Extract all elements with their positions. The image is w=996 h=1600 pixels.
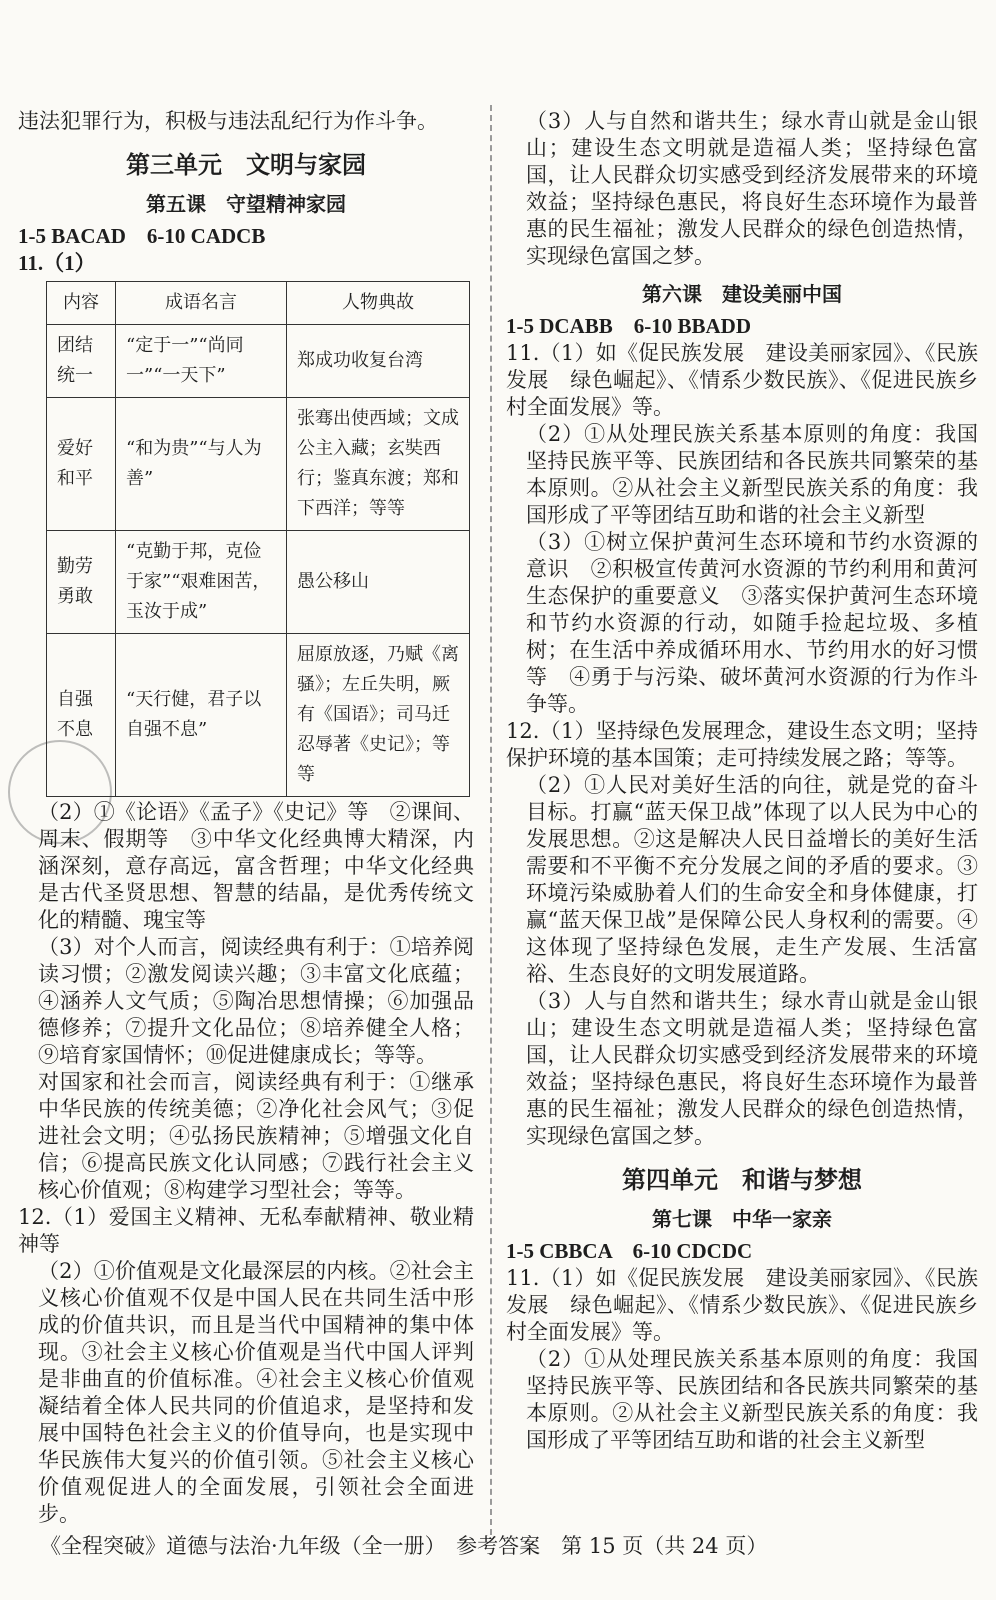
paragraph: 11.（1）如《促民族发展 建设美丽家园》、《民族发展 绿色崛起》、《情系少数民族》、《促进民族乡村全面发展》等。	[506, 1266, 978, 1344]
paragraph: 对国家和社会而言，阅读经典有利于：①继承中华民族的传统美德；②净化社会风气；③促进社会文明；④弘扬民族精神；⑤增强文化自信；⑥提高民族文化认同感；⑦践行社会主义核心价值观；⑧构建学习型社会；等等。	[38, 1070, 474, 1202]
table-row	[47, 398, 470, 531]
table-cell: “和为贵”“与人为善”	[116, 398, 287, 531]
table-cell: 屈原放逐，乃赋《离骚》；左丘失明，厥有《国语》；司马迁忍辱著《史记》；等等	[287, 634, 470, 797]
paragraph: （2）①从处理民族关系基本原则的角度：我国坚持民族平等、民族团结和各民族共同繁荣的基本原则。②从社会主义新型民族关系的角度：我国形成了平等团结互助和谐的社会主义新型	[526, 422, 978, 527]
left-column	[18, 108, 474, 1528]
paragraph: （2）①价值观是文化最深层的内核。②社会主义核心价值观不仅是中国人民在共同生活中形成的价值共识，而且是当代中国精神的集中体现。③社会主义核心价值观是当代中国人评判是非曲直的价值标准。④社会主义核心价值观凝结着全体人民共同的价值追求，是坚持和发展中国特色社会主义的价值导向，也是实现中华民族伟大复兴的价值引领。⑤社会主义核心价值观促进人的全面发展，引领社会全面进步。	[38, 1259, 474, 1526]
table-cell: 郑成功收复台湾	[287, 325, 470, 398]
column-divider	[490, 105, 492, 1535]
table-row	[47, 325, 470, 398]
page-footer: 《全程突破》道德与法治·九年级（全一册） 参考答案 第 15 页（共 24 页）	[40, 1534, 768, 1558]
table-cell: “天行健，君子以自强不息”	[116, 634, 287, 797]
table-cell: 张骞出使西域；文成公主入藏；玄奘西行；鉴真东渡；郑和下西洋；等等	[287, 398, 470, 531]
table-cell: 愚公移山	[287, 531, 470, 634]
table-cell: “定于一”“尚同一”“一天下”	[116, 325, 287, 398]
unit-heading: 第四单元 和谐与梦想	[622, 1166, 862, 1194]
paragraph: （3）①树立保护黄河生态环境和节约水资源的意识 ②积极宣传黄河水资源的节约利用和黄河生态保护的重要意义 ③落实保护黄河生态环境和节约水资源的行动，如随手捡起垃圾、多植树；在生活中养成循环用水、节约用水的好习惯等 ④勇于与污染、破坏黄河水资源的行为作斗争等。	[526, 530, 978, 716]
unit-heading: 第三单元 文明与家园	[126, 151, 366, 179]
table-header: 内容	[47, 282, 116, 325]
paragraph: 12.（1）坚持绿色发展理念，建设生态文明；坚持保护环境的基本国策；走可持续发展之路；等等。	[506, 719, 978, 770]
paragraph: （3）对个人而言，阅读经典有利于：①培养阅读习惯；②激发阅读兴趣；③丰富文化底蕴；④涵养人文气质；⑤陶冶思想情操；⑥加强品德修养；⑦提升文化品位；⑧培养健全人格；⑨培育家国情怀；⑩促进健康成长；等等。	[38, 935, 474, 1067]
lesson-heading: 第七课 中华一家亲	[652, 1207, 832, 1231]
table-cell: “克勤于邦，克俭于家”“艰难困苦，玉汝于成”	[116, 531, 287, 634]
table-cell: 爱好和平	[47, 398, 116, 531]
table-row	[47, 531, 470, 634]
choice-answers: 1-5 CBBCA 6-10 CDCDC	[506, 1239, 753, 1263]
paragraph: 11.（1）如《促民族发展 建设美丽家园》、《民族发展 绿色崛起》、《情系少数民族》、《促进民族乡村全面发展》等。	[506, 341, 978, 419]
table-cell: 自强不息	[47, 634, 116, 797]
paragraph: （2）①《论语》《孟子》《史记》等 ②课间、周末、假期等 ③中华文化经典博大精深，内涵深刻，意存高远，富含哲理；中华文化经典是古代圣贤思想、智慧的结晶，是优秀传统文化的精髓、瑰宝等	[38, 800, 474, 932]
paragraph: 12.（1）爱国主义精神、无私奉献精神、敬业精神等	[18, 1205, 474, 1256]
paragraph: （3）人与自然和谐共生；绿水青山就是金山银山；建设生态文明就是造福人类；坚持绿色富国，让人民群众切实感受到经济发展带来的环境效益；坚持绿色惠民，将良好生态环境作为最普惠的民生福祉；激发人民群众的绿色创造热情，实现绿色富国之梦。	[526, 109, 978, 268]
table-cell: 勤劳勇敢	[47, 531, 116, 634]
table-header: 人物典故	[287, 282, 470, 325]
paragraph: （3）人与自然和谐共生；绿水青山就是金山银山；建设生态文明就是造福人类；坚持绿色富国，让人民群众切实感受到经济发展带来的环境效益；坚持绿色惠民，将良好生态环境作为最普惠的民生福祉；激发人民群众的绿色创造热情，实现绿色富国之梦。	[526, 989, 978, 1148]
choice-answers: 1-5 DCABB 6-10 BBADD	[506, 314, 752, 338]
paragraph: （2）①人民对美好生活的向往，就是党的奋斗目标。打赢“蓝天保卫战”体现了以人民为中心的发展思想。②这是解决人民日益增长的美好生活需要和不平衡不充分发展之间的矛盾的要求。③环境污染威胁着人们的生命安全和身体健康，打赢“蓝天保卫战”是保障公民人身权利的需要。④这体现了坚持绿色发展，走生产发展、生活富裕、生态良好的文明发展道路。	[526, 773, 978, 986]
lesson-heading: 第五课 守望精神家园	[146, 192, 346, 216]
choice-answers: 1-5 BACAD 6-10 CADCB	[18, 224, 266, 248]
table-row	[47, 634, 470, 797]
table-cell: 团结统一	[47, 325, 116, 398]
table-header-row	[47, 282, 470, 325]
paragraph: 违法犯罪行为，积极与违法乱纪行为作斗争。	[18, 109, 438, 133]
lesson-heading: 第六课 建设美丽中国	[642, 282, 842, 306]
paragraph: （2）①从处理民族关系基本原则的角度：我国坚持民族平等、民族团结和各民族共同繁荣的基本原则。②从社会主义新型民族关系的角度：我国形成了平等团结互助和谐的社会主义新型	[526, 1347, 978, 1452]
table-header: 成语名言	[116, 282, 287, 325]
idiom-table	[46, 281, 470, 797]
right-column	[506, 108, 978, 1454]
question-number: 11.（1）	[18, 251, 96, 275]
